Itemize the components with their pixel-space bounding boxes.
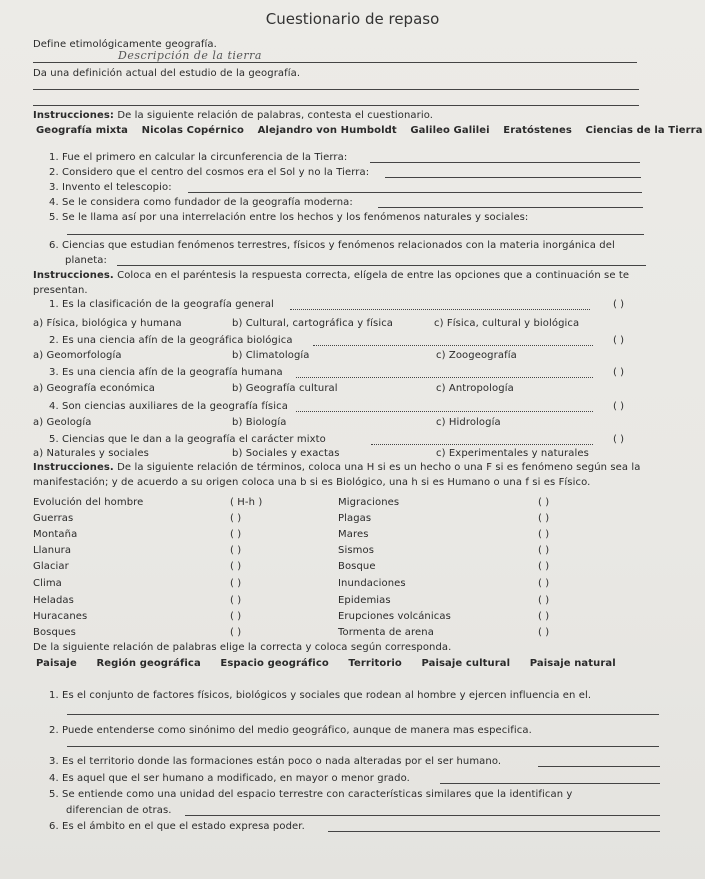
option-a: a) Geomorfología bbox=[33, 350, 122, 361]
term-right-parens: ( ) bbox=[538, 529, 550, 540]
word-item: Ciencias de la Tierra bbox=[585, 125, 703, 136]
word-bank-2 bbox=[36, 125, 703, 136]
dotted-line bbox=[313, 345, 593, 346]
term-right-parens: ( ) bbox=[538, 497, 550, 508]
instructions-label: Instrucciones: bbox=[33, 110, 115, 121]
instructions-2 bbox=[33, 110, 433, 121]
instructions-label: Instrucciones. bbox=[33, 462, 114, 473]
answer-line bbox=[67, 746, 659, 747]
answer-parens: ( ) bbox=[613, 299, 624, 310]
question-item-cont: diferencian de otras. bbox=[66, 805, 172, 816]
mc-question: 2. Es una ciencia afín de la geográfica biológica bbox=[49, 335, 293, 346]
mc-question: 5. Ciencias que le dan a la geografía el carácter mixto bbox=[49, 434, 326, 445]
term-left: Heladas bbox=[33, 595, 74, 606]
option-a: a) Geología bbox=[33, 417, 92, 428]
option-b: b) Sociales y exactas bbox=[232, 448, 340, 459]
question-item: 6. Es el ámbito en el que el estado expresa poder. bbox=[49, 821, 305, 832]
term-left-parens: ( ) bbox=[230, 595, 242, 606]
answer-line bbox=[188, 192, 642, 193]
term-right: Plagas bbox=[338, 513, 372, 524]
instructions-text: Coloca en el paréntesis la respuesta correcta, elígela de entre las opciones que a continuación se te bbox=[117, 270, 630, 281]
term-right: Migraciones bbox=[338, 497, 400, 508]
page-title: Cuestionario de repaso bbox=[265, 10, 440, 28]
dotted-line bbox=[371, 444, 593, 445]
question-item: 2. Considero que el centro del cosmos era el Sol y no la Tierra: bbox=[49, 167, 370, 178]
option-a: a) Naturales y sociales bbox=[33, 448, 149, 459]
word-bank-5 bbox=[36, 658, 616, 669]
option-c: c) Zoogeografía bbox=[436, 350, 517, 361]
term-left: Clima bbox=[33, 578, 62, 589]
instructions-3 bbox=[33, 270, 629, 281]
term-right: Inundaciones bbox=[338, 578, 406, 589]
question-item: 5. Se entiende como una unidad del espacio terrestre con características similares que la identifican y bbox=[49, 789, 573, 800]
instructions-5: De la siguiente relación de palabras elige la correcta y coloca según corresponda. bbox=[33, 642, 452, 653]
term-right: Sismos bbox=[338, 545, 375, 556]
instructions-text-cont: presentan. bbox=[33, 285, 88, 296]
question-item: 6. Ciencias que estudian fenómenos terrestres, físicos y fenómenos relacionados con la materia inorgánica del bbox=[49, 240, 615, 251]
question-item: 5. Se le llama así por una interrelación entre los hechos y los fenómenos naturales y sociales: bbox=[49, 212, 529, 223]
word-item: Región geográfica bbox=[96, 658, 201, 669]
word-item: Geografía mixta bbox=[36, 125, 129, 136]
term-right: Epidemias bbox=[338, 595, 391, 606]
term-right: Mares bbox=[338, 529, 369, 540]
option-c: c) Experimentales y naturales bbox=[436, 448, 589, 459]
question-item: 3. Invento el telescopio: bbox=[49, 182, 172, 193]
handwritten-answer: Descripción de la tierra bbox=[118, 49, 262, 62]
word-item: Paisaje bbox=[36, 658, 77, 669]
option-c: c) Antropología bbox=[436, 383, 514, 394]
term-left: Evolución del hombre bbox=[33, 497, 144, 508]
answer-parens: ( ) bbox=[613, 335, 624, 346]
term-right-parens: ( ) bbox=[538, 611, 550, 622]
mc-question: 1. Es la clasificación de la geografía general bbox=[49, 299, 274, 310]
answer-line bbox=[185, 815, 660, 816]
term-left: Llanura bbox=[33, 545, 72, 556]
term-left-parens: ( ) bbox=[230, 627, 242, 638]
answer-line bbox=[33, 62, 637, 63]
term-left: Huracanes bbox=[33, 611, 88, 622]
instructions-4 bbox=[33, 462, 641, 473]
instructions-label: Instrucciones. bbox=[33, 270, 114, 281]
term-left: Glaciar bbox=[33, 561, 69, 572]
instructions-text: De la siguiente relación de términos, coloca una H si es un hecho o una F si es fenómeno según sea la bbox=[117, 462, 641, 473]
answer-line bbox=[328, 831, 660, 832]
word-item: Alejandro von Humboldt bbox=[257, 125, 397, 136]
question-item: 4. Se le considera como fundador de la geografía moderna: bbox=[49, 197, 353, 208]
answer-line bbox=[67, 714, 659, 715]
term-right: Tormenta de arena bbox=[338, 627, 434, 638]
question-item: 3. Es el territorio donde las formaciones están poco o nada alteradas por el ser humano. bbox=[49, 756, 502, 767]
answer-line bbox=[538, 766, 660, 767]
option-b: b) Biología bbox=[232, 417, 287, 428]
word-item: Territorio bbox=[348, 658, 402, 669]
answer-parens: ( ) bbox=[613, 434, 624, 445]
question-item: 4. Es aquel que el ser humano a modificado, en mayor o menor grado. bbox=[49, 773, 410, 784]
answer-line bbox=[385, 177, 641, 178]
dotted-line bbox=[296, 411, 593, 412]
question-item: 2. Puede entenderse como sinónimo del medio geográfico, aunque de manera mas especifica. bbox=[49, 725, 532, 736]
term-left-parens: ( ) bbox=[230, 561, 242, 572]
word-item: Galileo Galilei bbox=[410, 125, 490, 136]
term-right-parens: ( ) bbox=[538, 545, 550, 556]
answer-line bbox=[440, 783, 660, 784]
option-b: b) Climatología bbox=[232, 350, 310, 361]
term-left-parens: ( ) bbox=[230, 513, 242, 524]
option-b: b) Geografía cultural bbox=[232, 383, 338, 394]
term-right-parens: ( ) bbox=[538, 578, 550, 589]
term-left: Montaña bbox=[33, 529, 78, 540]
option-a: a) Geografía económica bbox=[33, 383, 155, 394]
word-item: Paisaje cultural bbox=[421, 658, 511, 669]
question-definition: Da una definición actual del estudio de la geografía. bbox=[33, 68, 301, 79]
answer-line bbox=[33, 89, 639, 90]
term-right-parens: ( ) bbox=[538, 513, 550, 524]
question-item: 1. Fue el primero en calcular la circunferencia de la Tierra: bbox=[49, 152, 348, 163]
answer-line bbox=[117, 265, 646, 266]
answer-parens: ( ) bbox=[613, 401, 624, 412]
answer-line bbox=[67, 234, 644, 235]
option-b: b) Cultural, cartográfica y física bbox=[232, 318, 394, 329]
term-left-parens: ( ) bbox=[230, 529, 242, 540]
mc-question: 3. Es una ciencia afín de la geografía humana bbox=[49, 367, 283, 378]
word-item: Espacio geográfico bbox=[220, 658, 329, 669]
term-right-parens: ( ) bbox=[538, 627, 550, 638]
term-left: Guerras bbox=[33, 513, 74, 524]
term-right: Erupciones volcánicas bbox=[338, 611, 451, 622]
term-right-parens: ( ) bbox=[538, 561, 550, 572]
answer-line bbox=[378, 207, 643, 208]
answer-parens: ( ) bbox=[613, 367, 624, 378]
question-item-cont: planeta: bbox=[65, 255, 107, 266]
answer-line bbox=[370, 162, 640, 163]
term-right: Bosque bbox=[338, 561, 376, 572]
term-left-parens: ( ) bbox=[230, 578, 242, 589]
term-right-parens: ( ) bbox=[538, 595, 550, 606]
dotted-line bbox=[296, 377, 593, 378]
option-c: c) Física, cultural y biológica bbox=[434, 318, 580, 329]
question-etymology: Define etimológicamente geografía. bbox=[33, 39, 217, 50]
term-left-parens: ( H-h ) bbox=[230, 497, 263, 508]
instructions-text: De la siguiente relación de palabras, contesta el cuestionario. bbox=[117, 110, 434, 121]
answer-line bbox=[33, 105, 639, 106]
term-left-parens: ( ) bbox=[230, 611, 242, 622]
term-left: Bosques bbox=[33, 627, 76, 638]
word-item: Paisaje natural bbox=[529, 658, 616, 669]
dotted-line bbox=[290, 309, 590, 310]
question-item: 1. Es el conjunto de factores físicos, biológicos y sociales que rodean al hombre y ejercen influencia en el. bbox=[49, 690, 592, 701]
option-c: c) Hidrología bbox=[436, 417, 501, 428]
term-left-parens: ( ) bbox=[230, 545, 242, 556]
mc-question: 4. Son ciencias auxiliares de la geografía física bbox=[49, 401, 288, 412]
instructions-text-cont: manifestación; y de acuerdo a su origen coloca una b si es Biológico, una h si es Humano o una f si es Físico. bbox=[33, 477, 591, 488]
word-item: Nicolas Copérnico bbox=[141, 125, 244, 136]
option-a: a) Física, biológica y humana bbox=[33, 318, 182, 329]
word-item: Eratóstenes bbox=[503, 125, 572, 136]
